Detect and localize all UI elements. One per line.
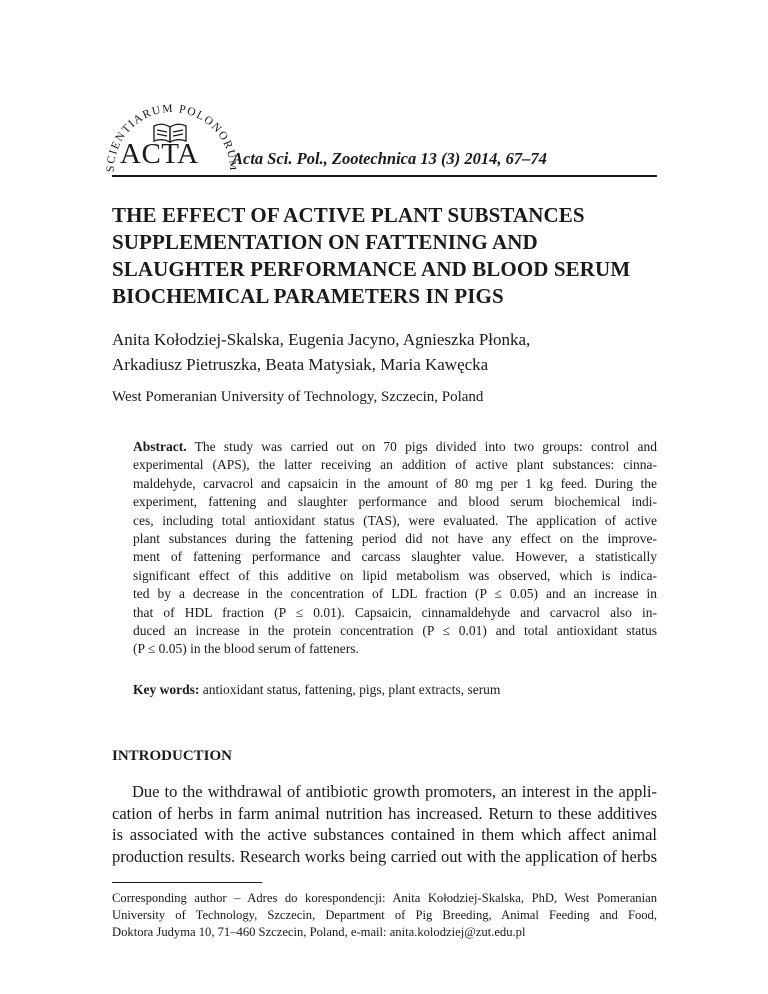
abstract-line: maldehyde, carvacrol and capsaicin in the amount of 80 mg per 1 kg feed. During the bbox=[133, 475, 657, 491]
abstract-line: experiment, fattening and slaughter performance and blood serum biochemical indi- bbox=[133, 494, 657, 510]
footnote-line: Doktora Judyma 10, 71–460 Szczecin, Poland, e-mail: anita.kolodziej@zut.edu.pl bbox=[112, 925, 526, 939]
logo-acta-word: ACTA bbox=[120, 138, 199, 170]
affiliation: West Pomeranian University of Technology, Szczecin, Poland bbox=[112, 389, 484, 405]
footnote-line: Corresponding author – Adres do korespondencji: Anita Kołodziej-Skalska, PhD, West Pomeranian bbox=[112, 891, 657, 905]
author-line: Anita Kołodziej-Skalska, Eugenia Jacyno, Agnieszka Płonka, bbox=[112, 330, 531, 349]
header-divider bbox=[112, 175, 657, 177]
author-line: Arkadiusz Pietruszka, Beata Matysiak, Maria Kawęcka bbox=[112, 355, 489, 374]
abstract-line: ces, including total antioxidant status (TAS), were evaluated. The application of active bbox=[133, 512, 657, 528]
abstract-label: Abstract. bbox=[133, 439, 187, 454]
corresponding-author-footnote bbox=[112, 890, 657, 941]
title-line: SLAUGHTER PERFORMANCE AND BLOOD SERUM bbox=[112, 257, 631, 281]
abstract-line: that of HDL fraction (P ≤ 0.01). Capsaicin, cinnamaldehyde and carvacrol also in- bbox=[133, 604, 657, 620]
journal-reference: Acta Sci. Pol., Zootechnica 13 (3) 2014, 67–74 bbox=[232, 149, 547, 168]
keywords-text: antioxidant status, fattening, pigs, plant extracts, serum bbox=[202, 682, 501, 697]
section-heading-introduction: INTRODUCTION bbox=[112, 748, 233, 764]
title-line: THE EFFECT OF ACTIVE PLANT SUBSTANCES bbox=[112, 203, 585, 227]
abstract-line: duced an increase in the protein concentration (P ≤ 0.01) and total antioxidant status bbox=[133, 622, 657, 638]
author-list bbox=[112, 327, 530, 377]
keywords-label: Key words: bbox=[133, 682, 200, 697]
abstract-line: (P ≤ 0.05) in the blood serum of fatteners. bbox=[133, 641, 359, 657]
keywords bbox=[133, 682, 500, 698]
footnote-divider bbox=[112, 882, 262, 883]
abstract-line bbox=[133, 438, 657, 456]
title-line: SUPPLEMENTATION ON FATTENING AND bbox=[112, 230, 538, 254]
body-line: Due to the withdrawal of antibiotic growth promoters, an interest in the appli- bbox=[132, 782, 657, 801]
abstract-text: The study was carried out on 70 pigs divided into two groups: control and bbox=[194, 439, 657, 454]
logo-arc-text: SCIENTIARUM POLONOR bbox=[104, 102, 236, 173]
body-line: is associated with the active substances contained in them which affect animal bbox=[112, 825, 657, 844]
paper-title bbox=[112, 202, 672, 310]
abstract-line: significant effect of this additive on lipid metabolism was observed, which is indica- bbox=[133, 567, 657, 583]
body-line: cation of herbs in farm animal nutrition has increased. Return to these additives bbox=[112, 803, 657, 823]
introduction-body bbox=[112, 781, 657, 867]
footnote-line: University of Technology, Szczecin, Department of Pig Breeding, Animal Feeding and Food, bbox=[112, 908, 657, 922]
abstract-line: ment of fattening performance and carcass slaughter value. However, a statistically bbox=[133, 549, 657, 565]
abstract bbox=[133, 438, 657, 659]
title-line: BIOCHEMICAL PARAMETERS IN PIGS bbox=[112, 284, 504, 308]
body-line: production results. Research works being carried out with the application of herbs bbox=[112, 846, 657, 866]
abstract-line: ted by a decrease in the concentration of LDL fraction (P ≤ 0.05) and an increase in bbox=[133, 586, 657, 602]
abstract-line: plant substances during the fattening period did not have any effect on the improve- bbox=[133, 530, 657, 546]
abstract-line: experimental (APS), the latter receiving an addition of active plant substances: cinna- bbox=[133, 457, 657, 473]
